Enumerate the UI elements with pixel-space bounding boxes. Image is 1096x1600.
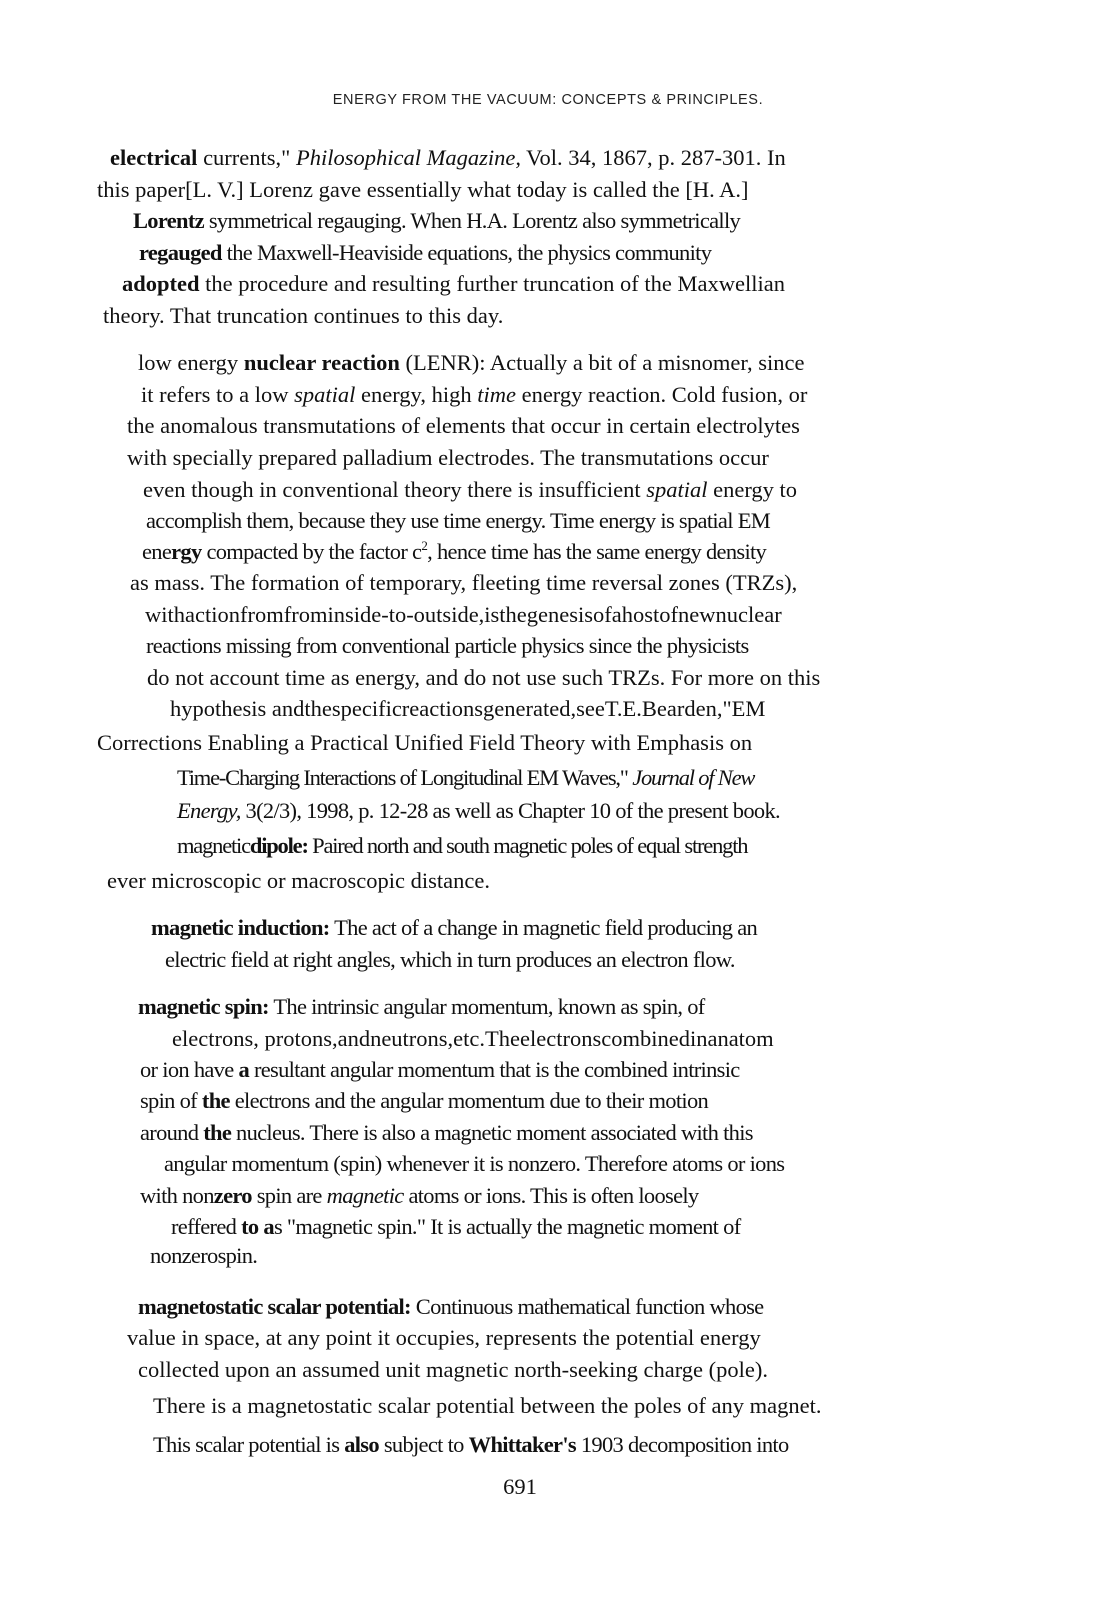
text-line: There is a magnetostatic scalar potential between the poles of any magnet. bbox=[153, 1393, 822, 1418]
text-line: as mass. The formation of temporary, fleeting time reversal zones (TRZs), bbox=[130, 570, 798, 595]
text-line: hypothesis andthespecificreactionsgenerated,seeT.E.Bearden,"EM bbox=[170, 696, 766, 721]
text-line: or ion have a resultant angular momentum that is the combined intrinsic bbox=[140, 1057, 740, 1082]
text-line: accomplish them, because they use time energy. Time energy is spatial EM bbox=[146, 508, 771, 533]
text-line: Corrections Enabling a Practical Unified Field Theory with Emphasis on bbox=[97, 730, 753, 755]
text-line: magnetic spin: The intrinsic angular momentum, known as spin, of bbox=[138, 994, 705, 1019]
text-line: electrons, protons,andneutrons,etc.Theelectronscombinedinanatom bbox=[172, 1026, 774, 1051]
text-line: with specially prepared palladium electrodes. The transmutations occur bbox=[127, 445, 769, 470]
bold-term: also bbox=[344, 1432, 379, 1457]
text-line: magneticdipole: Paired north and south magnetic poles of equal strength bbox=[177, 833, 748, 858]
text-line: adopted the procedure and resulting further truncation of the Maxwellian bbox=[122, 271, 785, 296]
text-line: regauged the Maxwell-Heaviside equations, the physics community bbox=[139, 240, 712, 265]
text-line: Lorentz symmetrical regauging. When H.A. Lorentz also symmetrically bbox=[133, 208, 741, 233]
text-line: it refers to a low spatial energy, high time energy reaction. Cold fusion, or bbox=[141, 382, 808, 407]
text-line: even though in conventional theory there is insufficient spatial energy to bbox=[143, 477, 798, 502]
bold-term: the bbox=[203, 1120, 232, 1145]
text-line: theory. That truncation continues to this day. bbox=[103, 303, 504, 328]
text-line: the anomalous transmutations of elements that occur in certain electrolytes bbox=[127, 413, 800, 438]
text-line: low energy nuclear reaction (LENR): Actually a bit of a misnomer, since bbox=[138, 350, 805, 375]
text-line: around the nucleus. There is also a magnetic moment associated with this bbox=[140, 1120, 753, 1145]
text-line: ever microscopic or macroscopic distance. bbox=[107, 868, 490, 893]
text-line: do not account time as energy, and do not use such TRZs. For more on this bbox=[147, 665, 821, 690]
text-line: energy compacted by the factor $c^2$, hence time has the same energy density bbox=[142, 538, 767, 564]
bold-term: a bbox=[238, 1057, 250, 1082]
text-line: Time-Charging Interactions of Longitudinal EM Waves," Journal of New bbox=[177, 765, 755, 790]
bold-term: dipole: bbox=[249, 833, 308, 858]
text-line: spin of the electrons and the angular momentum due to their motion bbox=[140, 1088, 709, 1113]
text-line: magnetic induction: The act of a change in magnetic field producing an bbox=[151, 915, 758, 940]
bold-term: rgy bbox=[171, 539, 202, 564]
text-line: with nonzero spin are magnetic atoms or ions. This is often loosely bbox=[140, 1183, 699, 1208]
superscript: 2 bbox=[421, 538, 428, 553]
text-line: reactions missing from conventional particle physics since the physicists bbox=[146, 633, 749, 658]
text-line: magnetostatic scalar potential: Continuous mathematical function whose bbox=[138, 1294, 764, 1319]
running-header: ENERGY FROM THE VACUUM: CONCEPTS & PRINCIPLES. bbox=[332, 92, 764, 108]
page-number: 691 bbox=[503, 1474, 537, 1499]
bold-term: nuclear reaction bbox=[243, 350, 400, 375]
text-line: withactionfromfrominside-to-outside,isthegenesisofahostofnewnuclear bbox=[145, 602, 782, 627]
bold-term: electrical bbox=[110, 145, 198, 170]
bold-term: Whittaker's bbox=[468, 1432, 576, 1457]
bold-term: magnetostatic scalar potential: bbox=[138, 1294, 411, 1319]
text-line: Energy, 3(2/3), 1998, p. 12-28 as well as Chapter 10 of the present book. bbox=[177, 798, 780, 823]
bold-term: zero bbox=[213, 1183, 252, 1208]
bold-term: the bbox=[201, 1088, 230, 1113]
text-line: nonzerospin. bbox=[150, 1243, 258, 1268]
text-line: electric field at right angles, which in turn produces an electron flow. bbox=[165, 947, 735, 972]
bold-term: adopted bbox=[122, 271, 200, 296]
text-line: This scalar potential is also subject to Whittaker's 1903 decomposition into bbox=[153, 1432, 789, 1457]
bold-term: regauged bbox=[139, 240, 222, 265]
text-line: collected upon an assumed unit magnetic north-seeking charge (pole). bbox=[138, 1357, 768, 1382]
text-line: reffered to as "magnetic spin." It is actually the magnetic moment of bbox=[171, 1214, 741, 1239]
bold-term: Lorentz bbox=[133, 208, 204, 233]
text-line: angular momentum (spin) whenever it is nonzero. Therefore atoms or ions bbox=[164, 1151, 785, 1176]
text-line: value in space, at any point it occupies, represents the potential energy bbox=[127, 1325, 761, 1350]
bold-term: magnetic induction: bbox=[151, 915, 330, 940]
bold-term: to a bbox=[241, 1214, 274, 1239]
text-line: this paper[L. V.] Lorenz gave essentially what today is called the [H. A.] bbox=[97, 177, 749, 202]
bold-term: magnetic spin: bbox=[138, 994, 269, 1019]
text-line: electrical currents," Philosophical Magazine, Vol. 34, 1867, p. 287-301. In bbox=[110, 145, 786, 170]
